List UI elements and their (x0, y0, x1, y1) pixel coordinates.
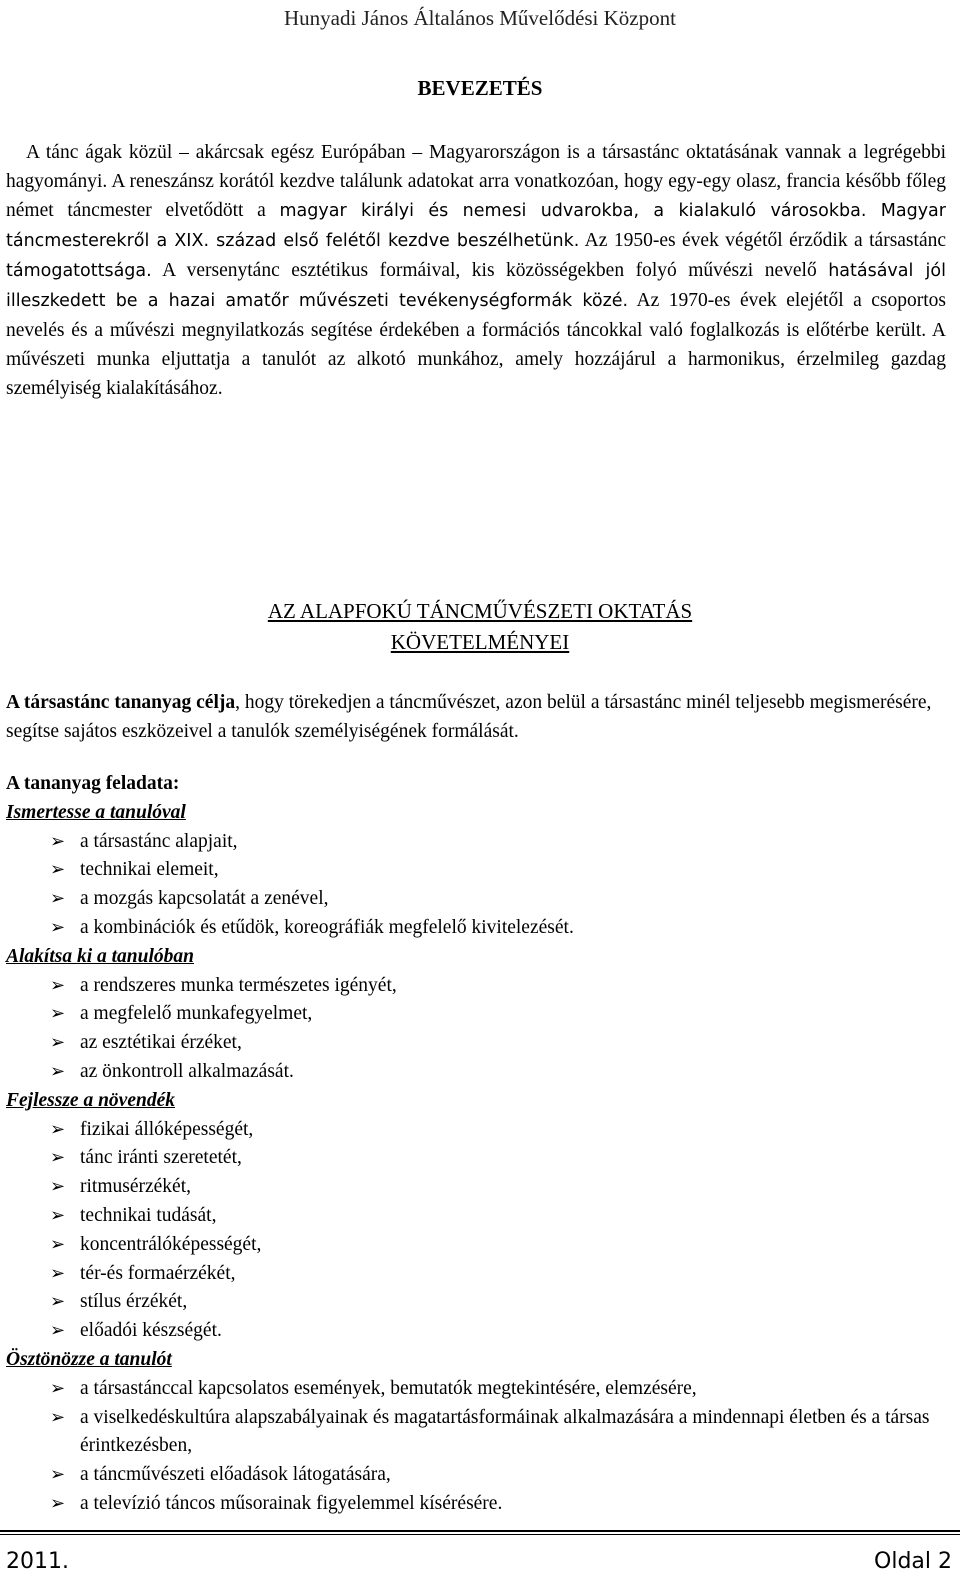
arrow-bullet-icon: ➢ (50, 1262, 66, 1284)
bullet-list (6, 972, 946, 1087)
tasks-section (6, 770, 946, 1519)
intro-title: BEVEZETÉS (417, 76, 543, 100)
bullet-list (6, 828, 946, 943)
intro-text-3: Az 1950-es évek végétől érződik a társastánc (579, 230, 946, 251)
list-item (50, 885, 946, 914)
arrow-bullet-icon: ➢ (50, 1003, 66, 1025)
footer-page-number: Oldal 2 (874, 1549, 952, 1574)
group-heading: Ösztönözze a tanulót (6, 1348, 172, 1370)
arrow-bullet-icon: ➢ (50, 830, 66, 852)
list-item (50, 828, 946, 857)
goal-paragraph (6, 688, 946, 746)
footer-rule (0, 1530, 960, 1532)
intro-text-4: támogatottsága. (6, 261, 152, 281)
list-item (50, 1288, 946, 1317)
tasks-title: A tananyag feladata: (6, 773, 180, 794)
list-item (50, 914, 946, 943)
footer-year: 2011. (6, 1549, 69, 1574)
list-item-text: fizikai állóképességét, (80, 1118, 254, 1140)
group-heading: Alakítsa ki a tanulóban (6, 945, 195, 967)
intro-text-6: hatásával jól illeszkedett be a hazai amatőr művészeti tevékenységformák közé. (6, 261, 946, 311)
group-heading: Fejlessze a növendék (6, 1089, 175, 1111)
list-item (50, 1029, 946, 1058)
list-item (50, 1404, 946, 1462)
list-item-text: tér-és formaérzékét, (80, 1262, 236, 1284)
list-item (50, 1375, 946, 1404)
list-item-text: a megfelelő munkafegyelmet, (80, 1003, 313, 1025)
arrow-bullet-icon: ➢ (50, 888, 66, 910)
section-title (0, 596, 960, 658)
list-item-text: koncentrálóképességét, (80, 1233, 262, 1255)
list-item (50, 1317, 946, 1346)
arrow-bullet-icon: ➢ (50, 1377, 66, 1399)
arrow-bullet-icon: ➢ (50, 1233, 66, 1255)
intro-text-2: magyar királyi és nemesi udvarokba, a kialakuló városokba. Magyar táncmesterekről a XIX. század első felétől kezdve beszélhetünk. (6, 201, 946, 251)
arrow-bullet-icon: ➢ (50, 1492, 66, 1514)
arrow-bullet-icon: ➢ (50, 1204, 66, 1226)
list-item-text: az önkontroll alkalmazását. (80, 1060, 294, 1082)
arrow-bullet-icon: ➢ (50, 1147, 66, 1169)
list-item (50, 1202, 946, 1231)
list-item-text: tánc iránti szeretetét, (80, 1147, 242, 1169)
list-item (50, 972, 946, 1001)
footer-rule-thin (0, 1534, 960, 1535)
list-item-text: a társastánccal kapcsolatos események, bemutatók megtekintésére, elemzésére, (80, 1377, 697, 1399)
list-item-text: technikai elemeit, (80, 859, 219, 881)
list-item (50, 1116, 946, 1145)
list-item-text: ritmusérzékét, (80, 1176, 191, 1198)
goal-text: , hogy törekedjen a táncművészet, azon belül a társastánc minél teljesebb megismerésére, segítse sajátos eszközeivel a tanulók személyiségének formálását. (6, 692, 932, 742)
arrow-bullet-icon: ➢ (50, 1320, 66, 1342)
list-item (50, 1000, 946, 1029)
list-item (50, 1144, 946, 1173)
list-item-text: a táncművészeti előadások látogatására, (80, 1464, 391, 1486)
list-item-text: a viselkedéskultúra alapszabályainak és magatartásformáinak alkalmazására a mindennapi életben és a társas érintkezésben, (80, 1406, 930, 1457)
intro-text-7: Az 1970-es évek elejétől a csoportos nevelés és a művészi megnyilatkozás segítése érdekében a formációs táncokkal való foglalkozás is előtérbe került. A művészeti munka eljuttatja a tanulót az alkotó munkához, amely hozzájárul a harmonikus, érzelmileg gazdag személyiség kialakításához. (6, 290, 946, 399)
bullet-list (6, 1375, 946, 1519)
list-item (50, 1461, 946, 1490)
list-item-text: előadói készségét. (80, 1320, 222, 1342)
intro-text-1: A tánc ágak közül – akárcsak egész Európában – Magyarországon is a társastánc oktatásának vannak a legrégebbi hagyományi. A reneszánsz korától kezdve találunk adatokat arra vonatkozóan, hogy egy-egy olasz, francia később főleg német táncmester elvetődött a (6, 142, 946, 221)
list-item-text: technikai tudását, (80, 1204, 217, 1226)
intro-text-5: A versenytánc esztétikus formáival, kis közösségekben folyó művészi nevelő (151, 260, 829, 281)
task-groups (6, 799, 946, 1519)
arrow-bullet-icon: ➢ (50, 916, 66, 938)
list-item (50, 1490, 946, 1519)
list-item (50, 1231, 946, 1260)
arrow-bullet-icon: ➢ (50, 1406, 66, 1428)
section-title-line-2: KÖVETELMÉNYEI (390, 630, 570, 654)
list-item-text: a társastánc alapjait, (80, 830, 238, 852)
list-item (50, 1058, 946, 1087)
arrow-bullet-icon: ➢ (50, 1464, 66, 1486)
arrow-bullet-icon: ➢ (50, 1176, 66, 1198)
list-item-text: az esztétikai érzéket, (80, 1032, 242, 1054)
arrow-bullet-icon: ➢ (50, 1060, 66, 1082)
list-item-text: stílus érzékét, (80, 1291, 188, 1313)
list-item (50, 1173, 946, 1202)
arrow-bullet-icon: ➢ (50, 1118, 66, 1140)
intro-paragraph (6, 138, 946, 403)
list-item (50, 856, 946, 885)
arrow-bullet-icon: ➢ (50, 859, 66, 881)
section-title-line-1: AZ ALAPFOKÚ TÁNCMŰVÉSZETI OKTATÁS (267, 599, 693, 623)
list-item-text: a rendszeres munka természetes igényét, (80, 974, 397, 996)
list-item-text: a televízió táncos műsorainak figyelemmel kísérésére. (80, 1492, 503, 1514)
goal-bold-lead: A társastánc tananyag célja (6, 692, 236, 713)
list-item-text: a kombinációk és etűdök, koreográfiák megfelelő kivitelezését. (80, 916, 574, 938)
group-heading: Ismertesse a tanulóval (6, 801, 186, 823)
list-item (50, 1260, 946, 1289)
arrow-bullet-icon: ➢ (50, 974, 66, 996)
page-header: Hunyadi János Általános Művelődési Központ (284, 6, 676, 30)
list-item-text: a mozgás kapcsolatát a zenével, (80, 888, 329, 910)
bullet-list (6, 1116, 946, 1346)
arrow-bullet-icon: ➢ (50, 1291, 66, 1313)
arrow-bullet-icon: ➢ (50, 1032, 66, 1054)
